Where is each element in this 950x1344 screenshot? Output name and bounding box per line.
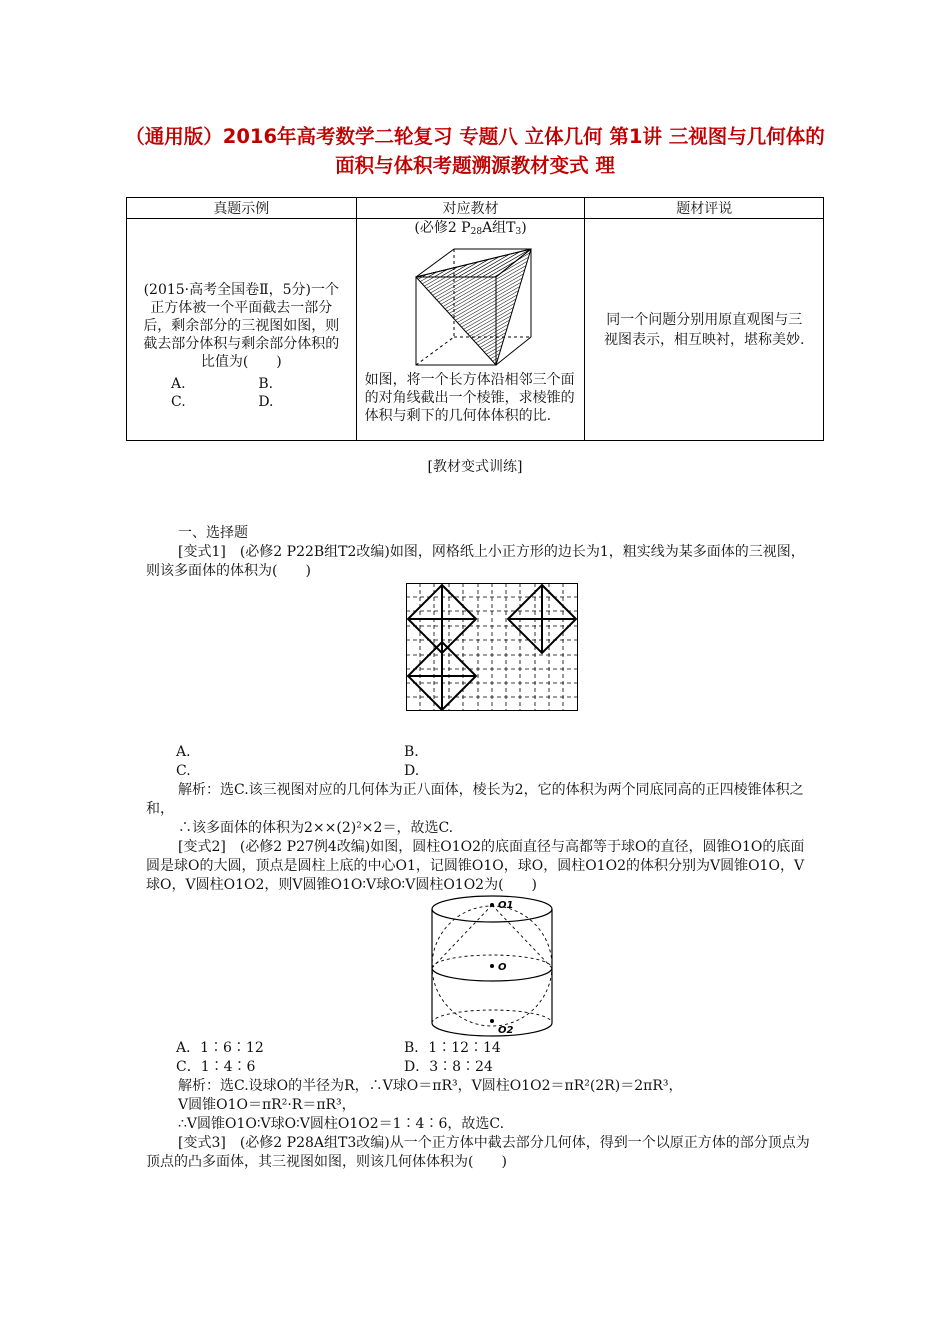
- variant2-question: [变式2] (必修2 P27例4改编)如图，圆柱O1O2的底面直径与高都等于球O的直径，圆锥O1O的底面圆是球O的大圆，顶点是圆柱上底的中心O1，记圆锥O1O，球O，圆柱O1O2的体积分别为V圆锥O1O，V球O，V圆柱O1O2，则V圆锥O1O∶V球O∶V圆柱O1O2为( ): [146, 839, 805, 893]
- example-options: [137, 375, 346, 411]
- label-o2: O2: [498, 1025, 514, 1036]
- variant2-solution-1: 解析：选C.设球O的半径为R，∴V球O＝πR³，V圆柱O1O2＝πR²(2R)＝2πR³，: [178, 1078, 683, 1094]
- option-b: B.: [258, 375, 274, 392]
- example-text: (2015·高考全国卷Ⅱ，5分)一个正方体被一个平面截去一部分后，剩余部分的三视图如图，则截去部分体积与剩余部分体积的比值为( ): [143, 281, 340, 370]
- variant2-solution-2: V圆锥O1O＝πR²·R＝πR³，: [178, 1097, 356, 1113]
- textbook-cell: [356, 219, 585, 441]
- comparison-table: [126, 197, 824, 441]
- option-c: C.: [171, 393, 186, 410]
- v1-option-b: B.: [404, 744, 419, 760]
- v2-option-c: C．1∶4∶6: [176, 1059, 256, 1075]
- variant3-question: [变式3] (必修2 P28A组T3改编)从一个正方体中截去部分几何体，得到一个以原正方体的部分顶点为顶点的凸多面体，其三视图如图，则该几何体体积为( ): [146, 1135, 810, 1170]
- example-cell: [127, 219, 357, 441]
- section-tag: [教材变式训练]: [427, 459, 523, 475]
- variant2-solution-3: ∴V圆锥O1O∶V球O∶V圆柱O1O2＝1∶4∶6，故选C.: [178, 1116, 505, 1132]
- variant1-question: [变式1] (必修2 P22B组T2改编)如图，网格纸上小正方形的边长为1，粗实线为某多面体的三视图，则该多面体的体积为( ): [146, 544, 805, 579]
- table-header-row: [127, 198, 824, 219]
- variant1-options: [146, 743, 812, 781]
- variant1-solution: 解析：选C.该三视图对应的几何体为正八面体，棱长为2，它的体积为两个同底同高的正四棱锥体积之和，: [146, 782, 804, 817]
- header-textbook: 对应教材: [356, 198, 585, 219]
- page-title: （通用版）2016年高考数学二轮复习 专题八 立体几何 第1讲 三视图与几何体的面积与体积考题溯源教材变式 理: [125, 125, 825, 177]
- header-example: 真题示例: [127, 198, 357, 219]
- v1-option-a: A.: [176, 744, 191, 760]
- label-o: O: [498, 962, 507, 973]
- label-o1: O1: [498, 900, 514, 911]
- v2-option-b: B．1∶12∶14: [404, 1040, 501, 1056]
- three-view-grid-figure: [406, 583, 578, 711]
- variant1-solution-2: ∴该多面体的体积为2××(2)²×2＝，故选C.: [178, 820, 454, 836]
- option-d: D.: [258, 393, 274, 410]
- table-body-row: [127, 219, 824, 441]
- section-heading: 一、选择题: [178, 525, 248, 541]
- v1-option-d: D.: [404, 763, 420, 779]
- v2-option-a: A．1∶6∶12: [176, 1040, 264, 1056]
- header-comment: 题材评说: [585, 198, 824, 219]
- v2-option-d: D．3∶8∶24: [404, 1059, 493, 1075]
- comment-cell: 同一个问题分别用原直观图与三视图表示，相互映衬，堪称美妙.: [585, 219, 824, 441]
- variant2-options: [146, 1039, 812, 1077]
- cylinder-sphere-cone-figure: [428, 893, 558, 1041]
- v1-option-c: C.: [176, 763, 191, 779]
- pyramid-cut-figure: [406, 241, 536, 369]
- option-a: A.: [171, 375, 186, 392]
- textbook-ref: (必修2 $P_{28}A$组$T_3$): [414, 220, 527, 237]
- textbook-text: 如图，将一个长方体沿相邻三个面的对角线截出一个棱锥，求棱锥的体积与剩下的几何体体积的比.: [364, 372, 575, 424]
